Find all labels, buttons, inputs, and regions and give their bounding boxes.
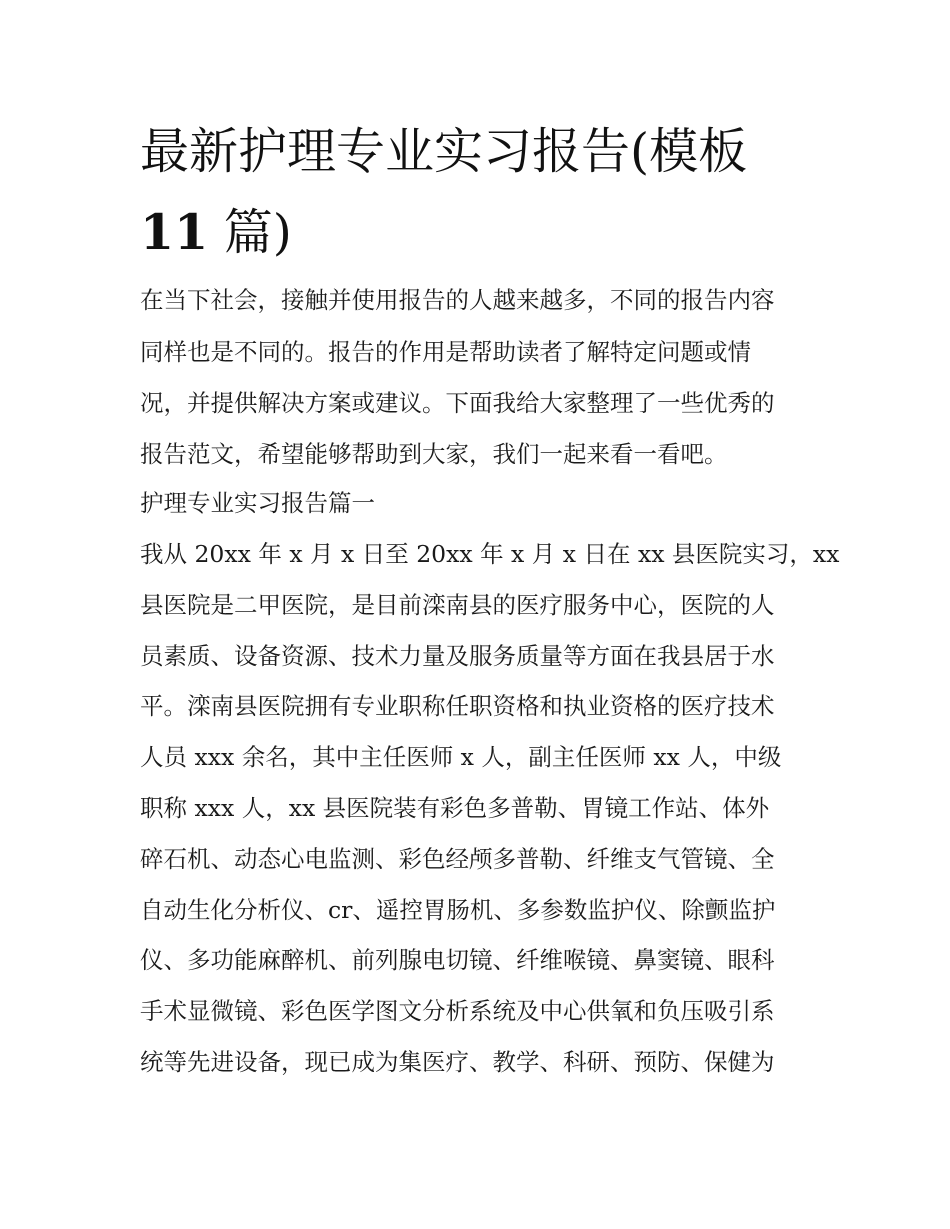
text-line: 人员 xxx 余名，其中主任医师 x 人，副主任医师 xx 人，中级 bbox=[140, 743, 782, 771]
text-line: 我从 20xx 年 x 月 x 日至 20xx 年 x 月 x 日在 xx 县医院实习，xx bbox=[140, 540, 840, 568]
text-line: 统等先进设备，现已成为集医疗、教学、科研、预防、保健为 bbox=[140, 1048, 775, 1076]
text-line: 平。滦南县医院拥有专业职称任职资格和执业资格的医疗技术 bbox=[140, 692, 775, 720]
title-suffix: 篇) bbox=[223, 204, 292, 261]
text-line: 在当下社会，接触并使用报告的人越来越多，不同的报告内容 bbox=[140, 286, 775, 314]
section-heading: 护理专业实习报告篇一 bbox=[140, 489, 375, 517]
page-title bbox=[140, 112, 820, 273]
text-line: 自动生化分析仪、cr、遥控胃肠机、多参数监护仪、除颤监护 bbox=[140, 896, 776, 924]
text-line: 仪、多功能麻醉机、前列腺电切镜、纤维喉镜、鼻窦镜、眼科 bbox=[140, 946, 775, 974]
text-line: 碎石机、动态心电监测、彩色经颅多普勒、纤维支气管镜、全 bbox=[140, 845, 775, 873]
title-line-1: 最新护理专业实习报告(模板 bbox=[140, 123, 748, 180]
text-line: 手术显微镜、彩色医学图文分析系统及中心供氧和负压吸引系 bbox=[140, 997, 775, 1025]
text-line: 况，并提供解决方案或建议。下面我给大家整理了一些优秀的 bbox=[140, 389, 775, 417]
title-number: 11 bbox=[140, 203, 209, 261]
text-line: 员素质、设备资源、技术力量及服务质量等方面在我县居于水 bbox=[140, 642, 775, 670]
text-line: 同样也是不同的。报告的作用是帮助读者了解特定问题或情 bbox=[140, 338, 751, 366]
text-line: 职称 xxx 人，xx 县医院装有彩色多普勒、胃镜工作站、体外 bbox=[140, 794, 770, 822]
text-line: 报告范文，希望能够帮助到大家，我们一起来看一看吧。 bbox=[140, 440, 728, 468]
text-line: 县医院是二甲医院，是目前滦南县的医疗服务中心，医院的人 bbox=[140, 591, 775, 619]
